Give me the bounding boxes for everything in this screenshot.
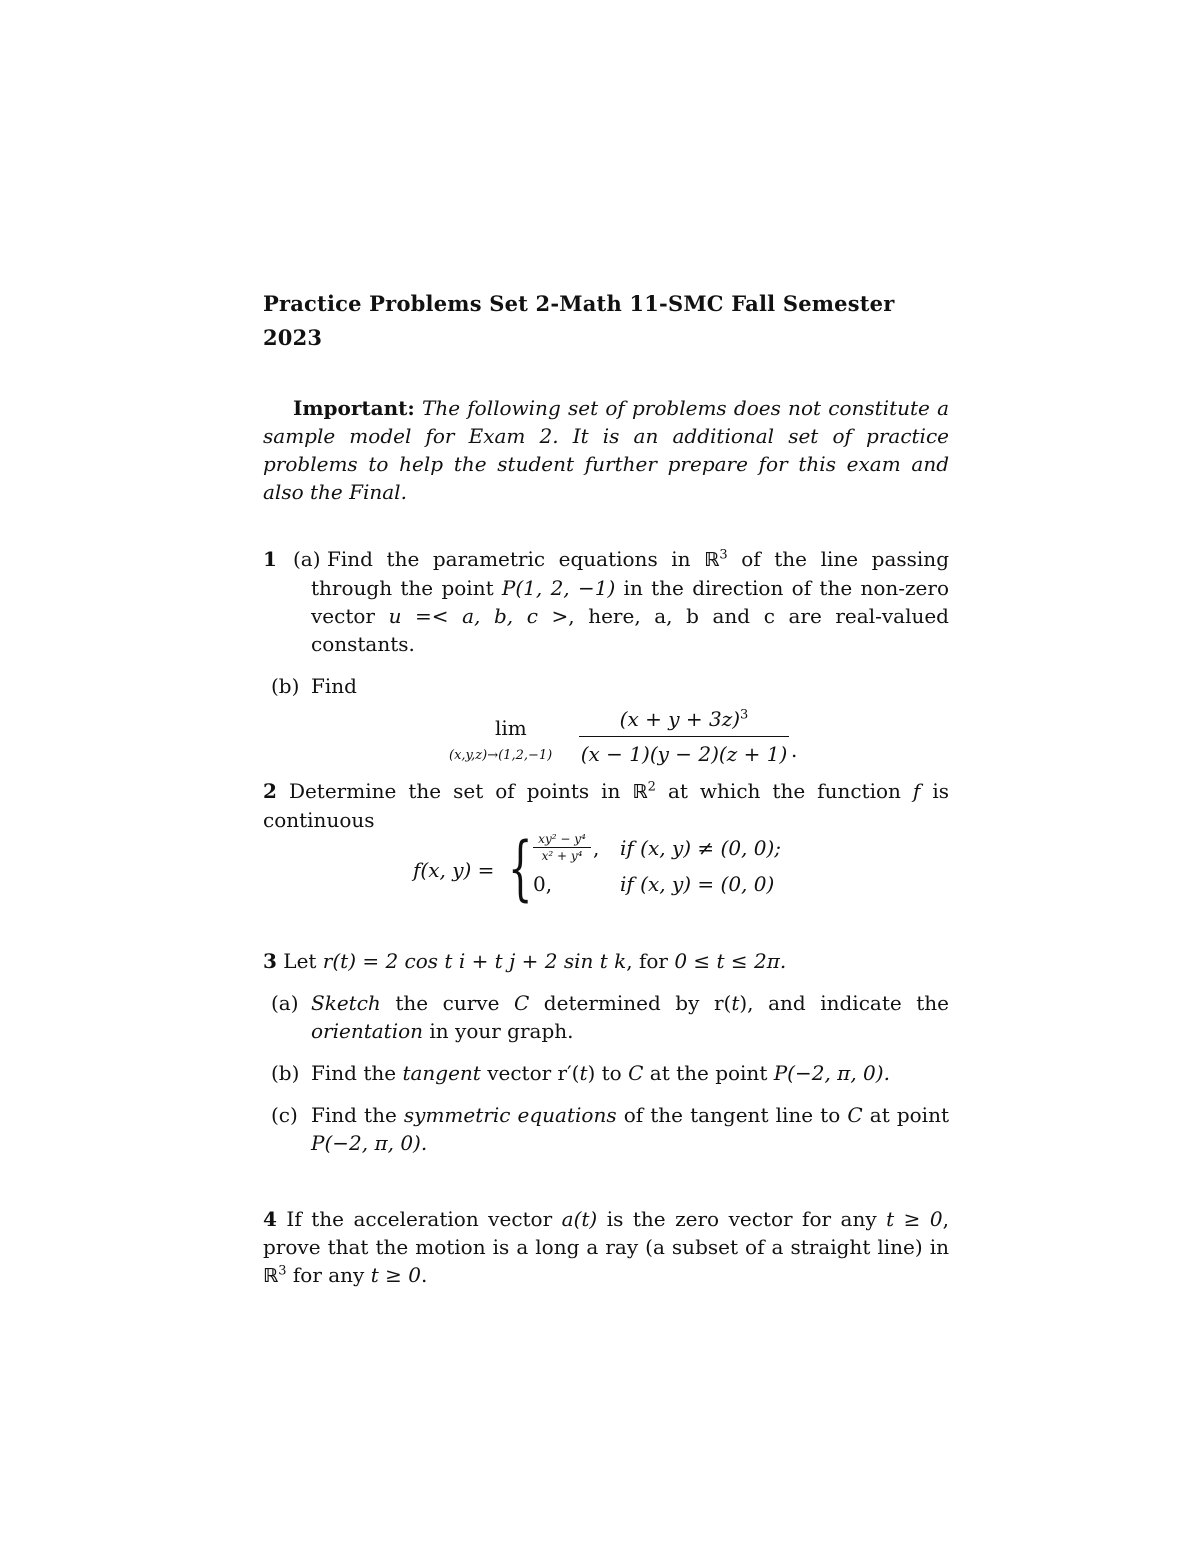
text-run: at the point <box>643 1061 774 1085</box>
text-run: the curve <box>380 991 514 1015</box>
math-point: P(−2, π, 0). <box>773 1061 890 1085</box>
text-run: determined by r( <box>529 991 732 1015</box>
math-condition: t ≥ 0 <box>886 1207 943 1231</box>
text-run: is the zero vector for any <box>597 1207 887 1231</box>
case1-comma: , <box>593 836 600 860</box>
fraction-bar <box>533 847 591 848</box>
emphasis: symmetric equations <box>403 1103 617 1127</box>
text-run: Determine the set of points in <box>288 779 633 803</box>
math-symbol: C <box>847 1103 863 1127</box>
text-run: Find the <box>311 1061 403 1085</box>
case2-condition: if (x, y) = (0, 0) <box>620 872 775 896</box>
exponent: 3 <box>719 547 728 563</box>
real-numbers-symbol: ℝ <box>263 1265 279 1287</box>
text-run: Find the parametric equations in <box>327 547 705 571</box>
important-note <box>263 394 949 506</box>
lim-word: lim <box>495 716 527 740</box>
exponent: 2 <box>647 779 656 795</box>
emphasis: Sketch <box>311 991 381 1015</box>
text-run: of the tangent line to <box>616 1103 848 1127</box>
problem-1 <box>263 545 949 774</box>
text-run: ), and indicate the <box>739 991 950 1015</box>
text-run: . <box>420 1263 428 1287</box>
text-run: Let <box>283 949 323 973</box>
math-point: P(−2, π, 0). <box>311 1131 428 1155</box>
real-numbers-symbol: ℝ <box>704 549 720 571</box>
math-symbol: t <box>731 991 740 1015</box>
text-run: in your graph. <box>423 1019 574 1043</box>
document-page <box>263 287 950 1287</box>
text-run: Find <box>311 674 357 698</box>
problem-number: 4 <box>263 1207 277 1231</box>
case2-value: 0, <box>533 872 553 896</box>
function-symbol: f <box>912 779 921 803</box>
math-symbol: C <box>513 991 530 1015</box>
text-run: at which the function <box>655 779 913 803</box>
math-condition: t ≥ 0 <box>370 1263 421 1287</box>
problem-3b <box>263 1059 949 1087</box>
important-text: The following set of problems does not constitute a sample model for Exam 2. It is an additional set of practice problems to help the student further prepare for this exam and also the Final. <box>263 396 950 504</box>
fraction-denominator: (x − 1)(y − 2)(z + 1) <box>580 742 788 766</box>
problem-1b <box>263 672 949 700</box>
text-run: for any <box>286 1263 371 1287</box>
problem-3a <box>263 989 949 1045</box>
page-title: Practice Problems Set 2-Math 11-SMC Fall Semester 2023 <box>263 291 895 350</box>
case1-numerator: xy² − y⁴ <box>538 832 586 846</box>
problem-3c <box>263 1101 949 1157</box>
case1-denominator: x² + y⁴ <box>541 849 583 863</box>
fraction-numerator <box>579 704 789 734</box>
problem-1a <box>263 545 949 658</box>
text-run: vector r′( <box>480 1061 580 1085</box>
text-run: ) to <box>587 1061 629 1085</box>
piecewise-function <box>263 827 949 912</box>
fraction-bar <box>579 736 789 737</box>
problem-3-intro <box>263 947 949 975</box>
piecewise-lhs: f(x, y) = <box>413 858 495 882</box>
case1-fraction <box>533 832 591 863</box>
trailing-period: . <box>791 738 798 762</box>
lim-subscript: (x,y,z)→(1,2,−1) <box>449 748 553 763</box>
real-numbers-symbol: ℝ <box>632 781 648 803</box>
problem-3 <box>263 947 949 1157</box>
numerator-text: (x + y + 3z) <box>619 707 741 731</box>
text-run: is continuous <box>263 779 949 832</box>
emphasis: tangent <box>402 1061 481 1085</box>
important-label: Important: <box>293 396 415 420</box>
emphasis: orientation <box>311 1019 424 1043</box>
math-curve: r(t) = 2 cos t i + t j + 2 sin t k <box>322 949 627 973</box>
item-label: (a) <box>293 547 321 571</box>
exponent: 3 <box>740 707 749 723</box>
math-range: 0 ≤ t ≤ 2π. <box>674 949 787 973</box>
item-label: (c) <box>271 1103 298 1127</box>
text-run: , for <box>626 949 675 973</box>
limit-expression <box>263 704 949 774</box>
problem-2 <box>263 777 949 912</box>
math-vector: u =< a, b, c > <box>388 604 569 628</box>
text-run: , prove that the motion is a long a ray (a subset of a straight line) in <box>263 1207 949 1259</box>
item-label: (a) <box>271 991 299 1015</box>
math-point: P(1, 2, −1) <box>501 576 616 600</box>
problem-2-text <box>263 777 949 834</box>
left-brace-icon: { <box>508 827 533 909</box>
exponent: 3 <box>278 1263 287 1279</box>
math-symbol: t <box>579 1061 588 1085</box>
fraction <box>579 704 789 769</box>
item-label: (b) <box>271 1061 300 1085</box>
problem-number: 1 <box>263 547 277 571</box>
text-run: , here, a, b and c are real-valued constants. <box>311 604 949 656</box>
case1-condition: if (x, y) ≠ (0, 0); <box>620 836 782 860</box>
text-run: If the acceleration vector <box>286 1207 562 1231</box>
text-run: at point <box>862 1103 949 1127</box>
text-run: in the direction of the non-zero vector <box>311 576 949 628</box>
math-symbol: C <box>628 1061 644 1085</box>
text-run: Find the <box>311 1103 404 1127</box>
problem-4 <box>263 1205 949 1290</box>
problem-number: 2 <box>263 779 277 803</box>
problem-4-text <box>263 1205 949 1290</box>
item-label: (b) <box>271 674 300 698</box>
problem-number: 3 <box>263 949 277 973</box>
math-symbol: a(t) <box>561 1207 598 1231</box>
text-run: of the line passing through the point <box>311 547 949 600</box>
